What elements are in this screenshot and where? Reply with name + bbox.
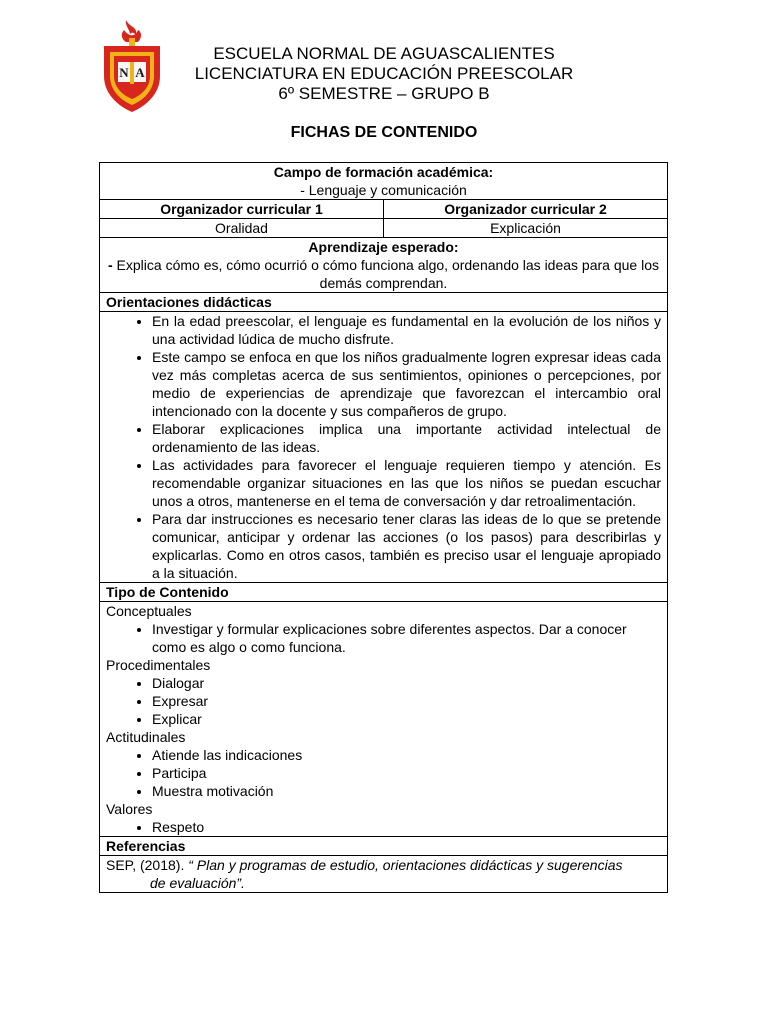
school-seal-logo [100, 18, 164, 114]
list-item: • Para dar instrucciones es necesario tener claras las ideas de lo que se pretende comunicar, anticipar y ordenar las acciones (o los pasos) para describirlas y explicarlas. Como en otros casos, también es preciso usar el lenguaje apropiado a la situación. [152, 510, 661, 582]
page-title: FICHAS DE CONTENIDO [290, 124, 478, 141]
orientaciones-label: Orientaciones didácticas [100, 293, 668, 312]
logo-letter-a: A [135, 65, 145, 80]
list-item: • Respeto [152, 818, 661, 836]
aprendizaje-dash: - [108, 257, 113, 273]
referencias-header-row [100, 837, 668, 856]
actitudinales-list [106, 746, 661, 800]
orientaciones-cell [100, 312, 668, 583]
procedimentales-list [106, 674, 661, 728]
aprendizaje-value: Explica cómo es, cómo ocurrió o cómo funciona algo, ordenando las ideas para que los demás comprendan. [112, 257, 659, 291]
organizador-2-value: Explicación [384, 219, 668, 238]
content-card-table [99, 162, 668, 893]
referencias-row [100, 856, 668, 893]
reference-title: “ Plan y programas de estudio, orientaciones didácticas y sugerencias [188, 857, 623, 873]
tipo-row [100, 602, 668, 837]
tipo-cell [100, 602, 668, 837]
conceptuales-list [106, 620, 661, 656]
aprendizaje-label: Aprendizaje esperado: [308, 239, 459, 255]
header-semester-group: 6º SEMESTRE – GRUPO B [278, 84, 490, 103]
list-item: • Elaborar explicaciones implica una importante actividad intelectual de ordenamiento de las ideas. [152, 420, 661, 456]
list-item: • Dialogar [152, 674, 661, 692]
aprendizaje-cell [100, 238, 668, 293]
list-item: • Las actividades para favorecer el lenguaje requieren tiempo y atención. Es recomendable organizar situaciones en las que los niños se puedan escuchar unos a otros, mantenerse en el tema de conversación y dar retroalimentación. [152, 456, 661, 510]
logo-letter-n: N [119, 65, 129, 80]
campo-value: - Lenguaje y comunicación [300, 182, 467, 198]
orientaciones-row [100, 312, 668, 583]
conceptuales-label: Conceptuales [106, 603, 192, 619]
aprendizaje-row [100, 238, 668, 293]
document-header [172, 44, 596, 104]
list-item: • Explicar [152, 710, 661, 728]
referencias-label: Referencias [100, 837, 668, 856]
organizador-2-header: Organizador curricular 2 [384, 200, 668, 219]
reference-title-continued: de evaluación”. [150, 875, 245, 891]
list-item: • Este campo se enfoca en que los niños gradualmente logren expresar ideas cada vez más completas acerca de sus sentimientos, opiniones o percepciones, por medio de experiencias de aprendizaje que favorezcan el intercambio oral intencionado con la docente y sus compañeros de grupo. [152, 348, 661, 420]
valores-label: Valores [106, 801, 153, 817]
organizador-1-header: Organizador curricular 1 [100, 200, 384, 219]
list-item: • Muestra motivación [152, 782, 661, 800]
campo-row [100, 163, 668, 200]
list-item: • Atiende las indicaciones [152, 746, 661, 764]
list-item: • Expresar [152, 692, 661, 710]
referencias-cell [100, 856, 668, 893]
procedimentales-label: Procedimentales [106, 657, 211, 673]
valores-list [106, 818, 661, 836]
aprendizaje-text [106, 256, 661, 292]
header-school-name: ESCUELA NORMAL DE AGUASCALIENTES [213, 44, 555, 63]
actitudinales-label: Actitudinales [106, 729, 186, 745]
list-item: • En la edad preescolar, el lenguaje es fundamental en la evolución de los niños y una actividad lúdica de mucho disfrute. [152, 312, 661, 348]
campo-label: Campo de formación académica: [273, 164, 494, 180]
organizador-value-row [100, 219, 668, 238]
tipo-header-row [100, 583, 668, 602]
reference-author: SEP, (2018). [106, 857, 189, 873]
tipo-label: Tipo de Contenido [100, 583, 668, 602]
orientaciones-header-row [100, 293, 668, 312]
campo-cell [100, 163, 668, 200]
organizador-header-row [100, 200, 668, 219]
list-item: • Participa [152, 764, 661, 782]
organizador-1-value: Oralidad [100, 219, 384, 238]
list-item: • Investigar y formular explicaciones sobre diferentes aspectos. Dar a conocer como es algo o como funciona. [152, 620, 661, 656]
header-program: LICENCIATURA EN EDUCACIÓN PREESCOLAR [194, 64, 574, 83]
orientaciones-list [106, 312, 661, 582]
